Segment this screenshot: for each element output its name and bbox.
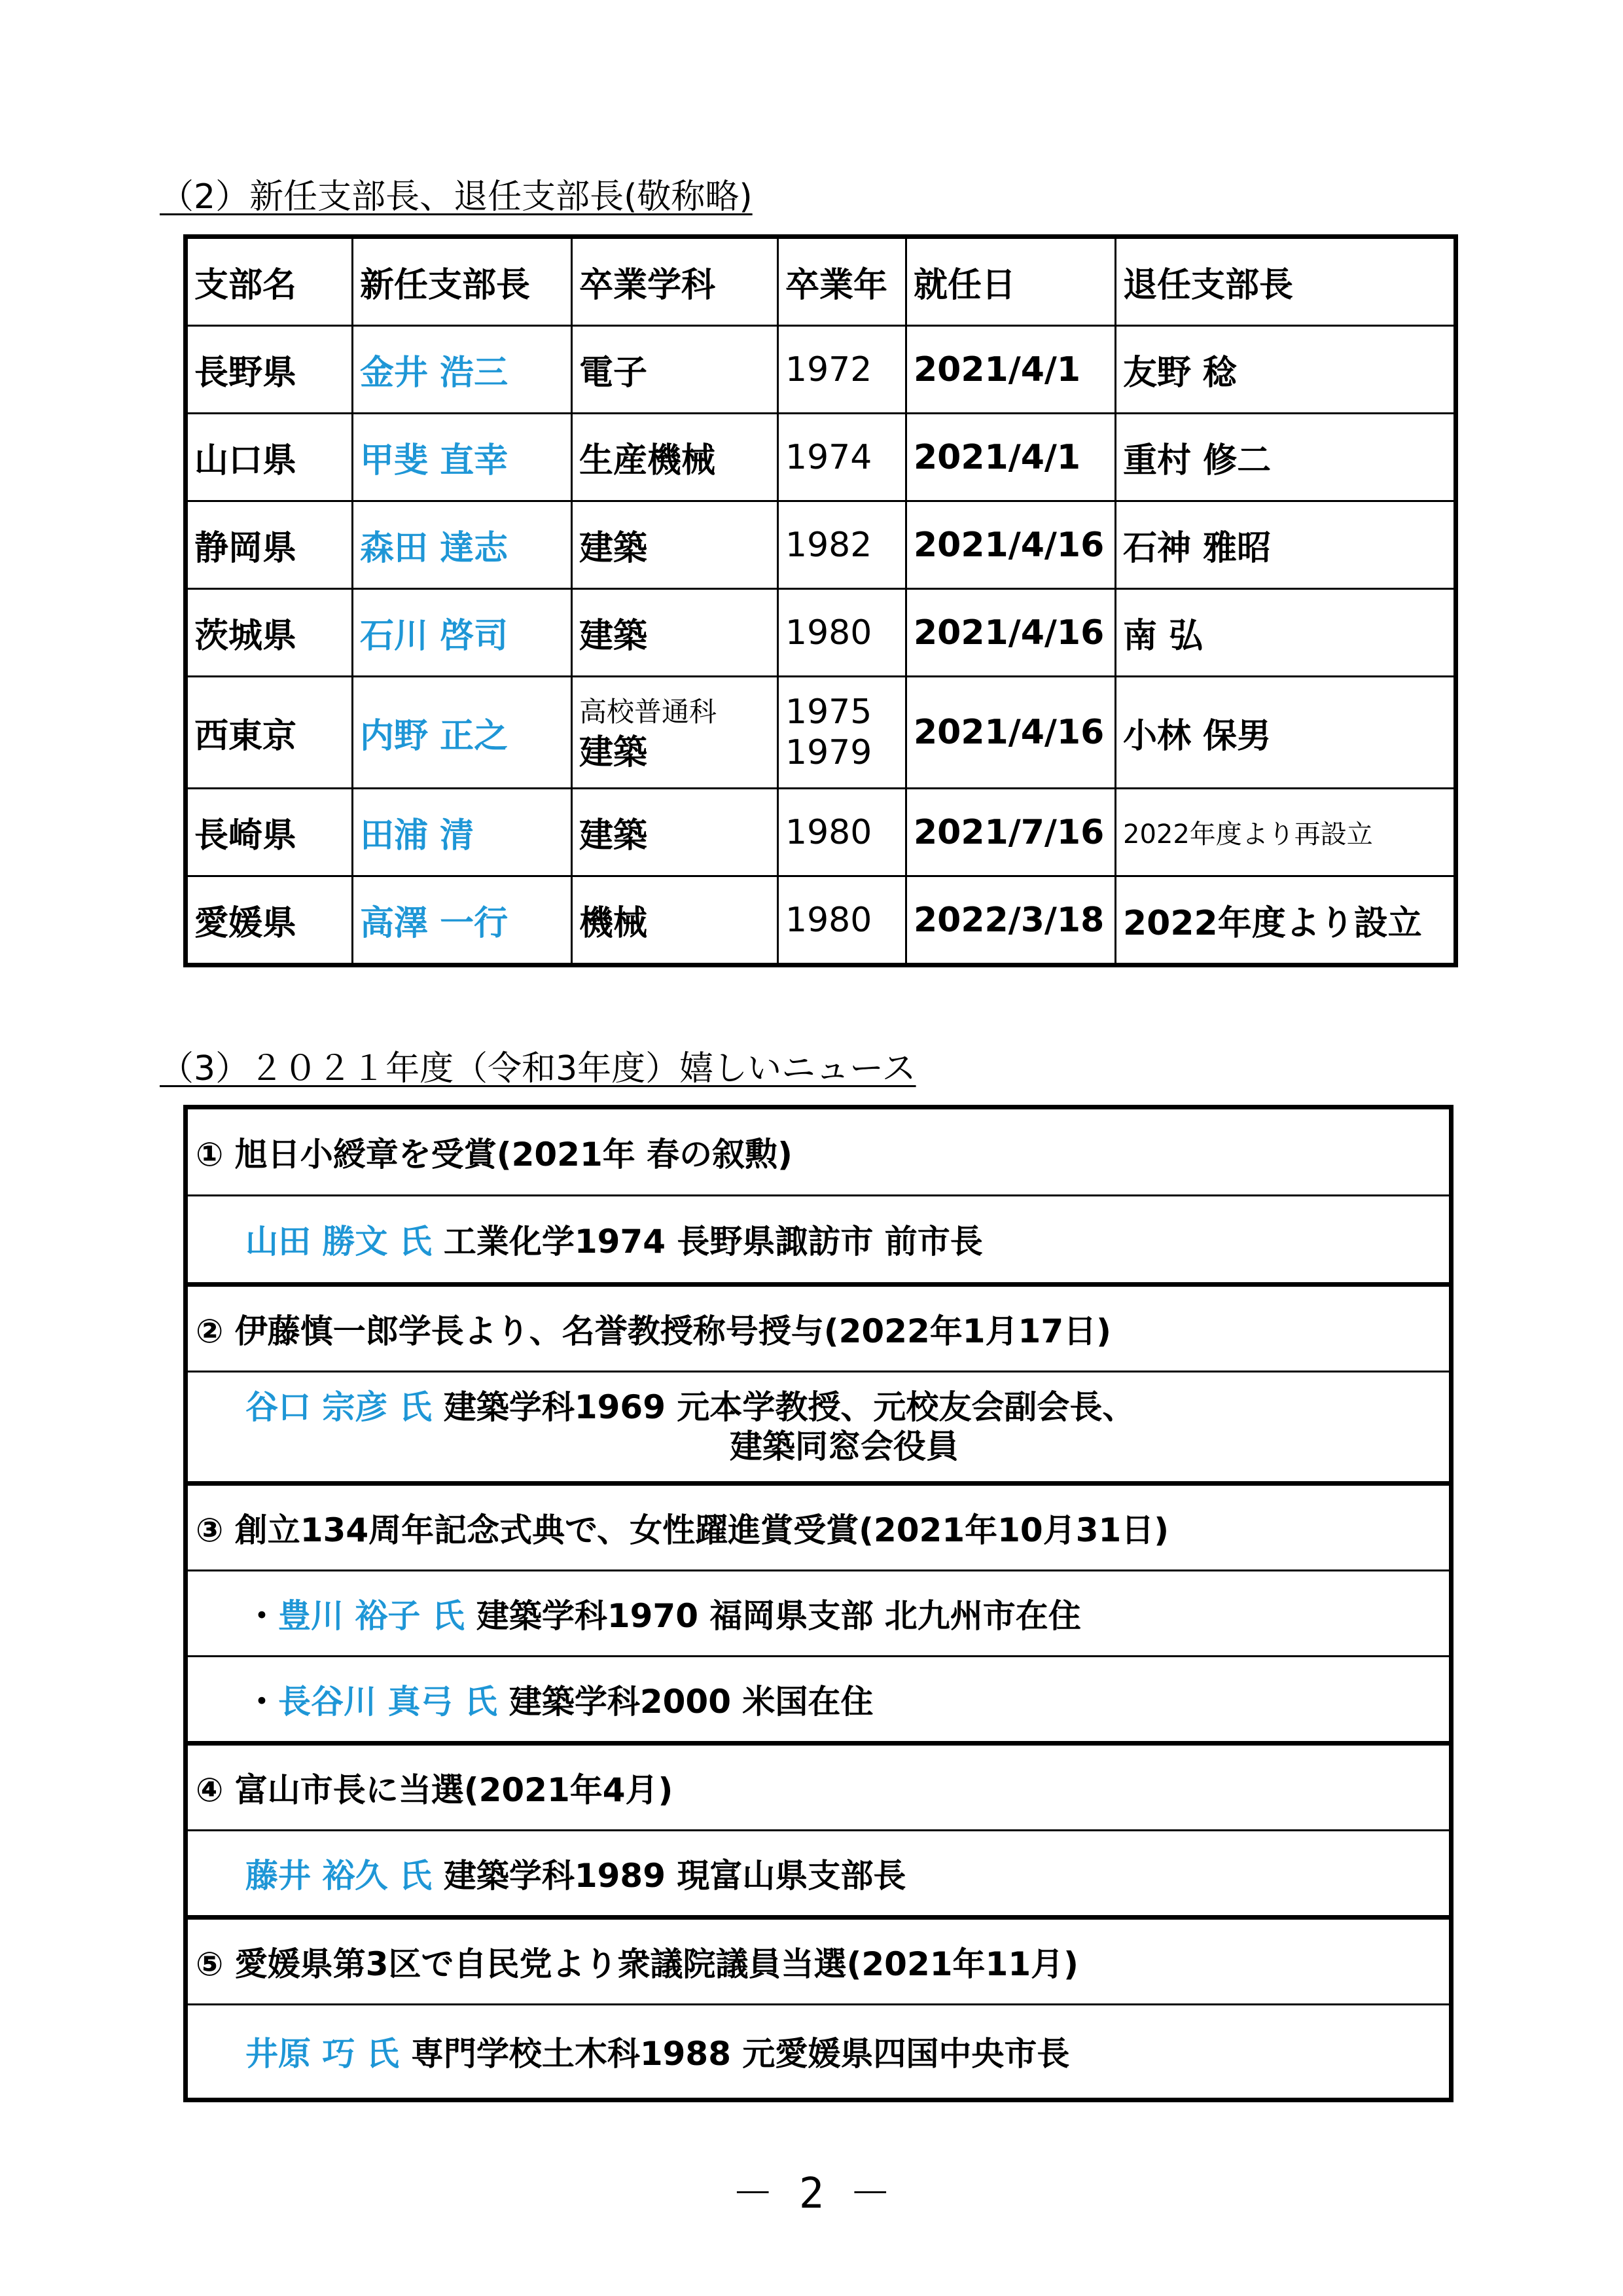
person-name: 豊川 裕子 氏 — [278, 1597, 465, 1635]
header-dept: 卒業学科 — [572, 237, 778, 326]
cell-date: 2021/4/1 — [906, 326, 1116, 414]
dept-line-2: 建築 — [579, 733, 648, 772]
news-box — [183, 1105, 1454, 2102]
dept-line-1: 高校普通科 — [579, 696, 717, 728]
header-year: 卒業年 — [778, 237, 906, 326]
cell-retired: 2022年度より再設立 — [1116, 789, 1456, 876]
cell-dept: 建築 — [572, 789, 778, 876]
divider — [188, 1282, 1449, 1287]
cell-retired: 2022年度より設立 — [1116, 876, 1456, 965]
divider — [188, 1481, 1449, 1486]
cell-retired: 石神 雅昭 — [1116, 501, 1456, 589]
branch-chief-table — [183, 234, 1458, 967]
cell-branch: 茨城県 — [186, 589, 353, 677]
cell-dept: 生産機械 — [572, 414, 778, 501]
cell-date: 2021/7/16 — [906, 789, 1116, 876]
table-row — [186, 876, 1456, 965]
table-row — [186, 677, 1456, 789]
table-header-row — [186, 237, 1456, 326]
cell-year: 1980 — [778, 789, 906, 876]
person-detail: 建築学科1969 元本学教授、元校友会副会長、 — [443, 1388, 1135, 1426]
person-name: 山田 勝文 氏 — [245, 1223, 432, 1261]
news-person-3a — [188, 1571, 1449, 1655]
news-person-4 — [188, 1831, 1449, 1915]
table-row — [186, 589, 1456, 677]
news-title-3: ③ 創立134周年記念式典で、女性躍進賞受賞(2021年10月31日) — [196, 1511, 1169, 1549]
person-detail: 工業化学1974 長野県諏訪市 前市長 — [443, 1223, 983, 1261]
person-block — [245, 1388, 1135, 1466]
divider — [188, 1741, 1449, 1746]
person-detail-line2: 建築同窓会役員 — [730, 1427, 959, 1465]
cell-year: 1972 — [778, 326, 906, 414]
section3-heading: （3）２０２１年度（令和3年度）嬉しいニュース — [160, 1049, 916, 1088]
year-line-2: 1979 — [785, 733, 872, 772]
cell-retired: 小林 保男 — [1116, 677, 1456, 789]
news-title-5: ⑤ 愛媛県第3区で自民党より衆議院議員当選(2021年11月) — [196, 1945, 1079, 1983]
person-detail: 専門学校土木科1988 元愛媛県四国中央市長 — [410, 2035, 1070, 2073]
cell-year: 1980 — [778, 876, 906, 965]
header-date: 就任日 — [906, 237, 1116, 326]
news-title-4: ④ 富山市長に当選(2021年4月) — [196, 1771, 673, 1809]
cell-branch: 長崎県 — [186, 789, 353, 876]
news-title-2: ② 伊藤慎一郎学長より、名誉教授称号授与(2022年1月17日) — [196, 1312, 1111, 1350]
table-row — [186, 326, 1456, 414]
news-person-3b — [188, 1657, 1449, 1741]
cell-date: 2021/4/16 — [906, 589, 1116, 677]
divider — [188, 1915, 1449, 1920]
cell-branch: 山口県 — [186, 414, 353, 501]
cell-year: 1980 — [778, 589, 906, 677]
cell-dept: 電子 — [572, 326, 778, 414]
cell-date: 2021/4/16 — [906, 501, 1116, 589]
header-branch: 支部名 — [186, 237, 353, 326]
cell-dept: 建築 — [572, 501, 778, 589]
cell-branch: 西東京 — [186, 677, 353, 789]
news-person-2 — [188, 1372, 1449, 1481]
person-detail: 建築学科1970 福岡県支部 北九州市在住 — [476, 1597, 1081, 1635]
cell-branch: 愛媛県 — [186, 876, 353, 965]
person-name: 谷口 宗彦 氏 — [245, 1388, 432, 1426]
table-row — [186, 501, 1456, 589]
cell-retired: 重村 修二 — [1116, 414, 1456, 501]
news-person-1 — [188, 1196, 1449, 1282]
cell-date: 2021/4/1 — [906, 414, 1116, 501]
cell-new-chief: 田浦 清 — [353, 789, 572, 876]
cell-dept: 建築 — [572, 589, 778, 677]
page-number: － 2 － — [732, 2170, 891, 2218]
cell-year — [778, 677, 906, 789]
header-new-chief: 新任支部長 — [353, 237, 572, 326]
year-line-1: 1975 — [785, 692, 872, 732]
cell-retired: 南 弘 — [1116, 589, 1456, 677]
cell-dept: 機械 — [572, 876, 778, 965]
cell-dept — [572, 677, 778, 789]
person-name: 井原 巧 氏 — [245, 2035, 399, 2073]
cell-retired: 友野 稔 — [1116, 326, 1456, 414]
bullet: ・ — [245, 1597, 278, 1635]
cell-branch: 静岡県 — [186, 501, 353, 589]
person-name: 長谷川 真弓 氏 — [278, 1683, 497, 1721]
header-retired: 退任支部長 — [1116, 237, 1456, 326]
cell-new-chief: 内野 正之 — [353, 677, 572, 789]
table-row — [186, 789, 1456, 876]
cell-new-chief: 高澤 一行 — [353, 876, 572, 965]
cell-date: 2022/3/18 — [906, 876, 1116, 965]
cell-date: 2021/4/16 — [906, 677, 1116, 789]
cell-new-chief: 金井 浩三 — [353, 326, 572, 414]
news-person-5 — [188, 2005, 1449, 2097]
person-name: 藤井 裕久 氏 — [245, 1857, 432, 1895]
section2-heading: （2）新任支部長、退任支部長(敬称略) — [160, 177, 753, 217]
cell-year: 1982 — [778, 501, 906, 589]
bullet: ・ — [245, 1683, 278, 1721]
cell-new-chief: 甲斐 直幸 — [353, 414, 572, 501]
table-row — [186, 414, 1456, 501]
cell-branch: 長野県 — [186, 326, 353, 414]
cell-new-chief: 石川 啓司 — [353, 589, 572, 677]
news-title-1: ① 旭日小綬章を受賞(2021年 春の叙勲) — [196, 1136, 793, 1174]
person-detail: 建築学科1989 現富山県支部長 — [443, 1857, 906, 1895]
cell-year: 1974 — [778, 414, 906, 501]
cell-new-chief: 森田 達志 — [353, 501, 572, 589]
person-detail: 建築学科2000 米国在住 — [508, 1683, 874, 1721]
